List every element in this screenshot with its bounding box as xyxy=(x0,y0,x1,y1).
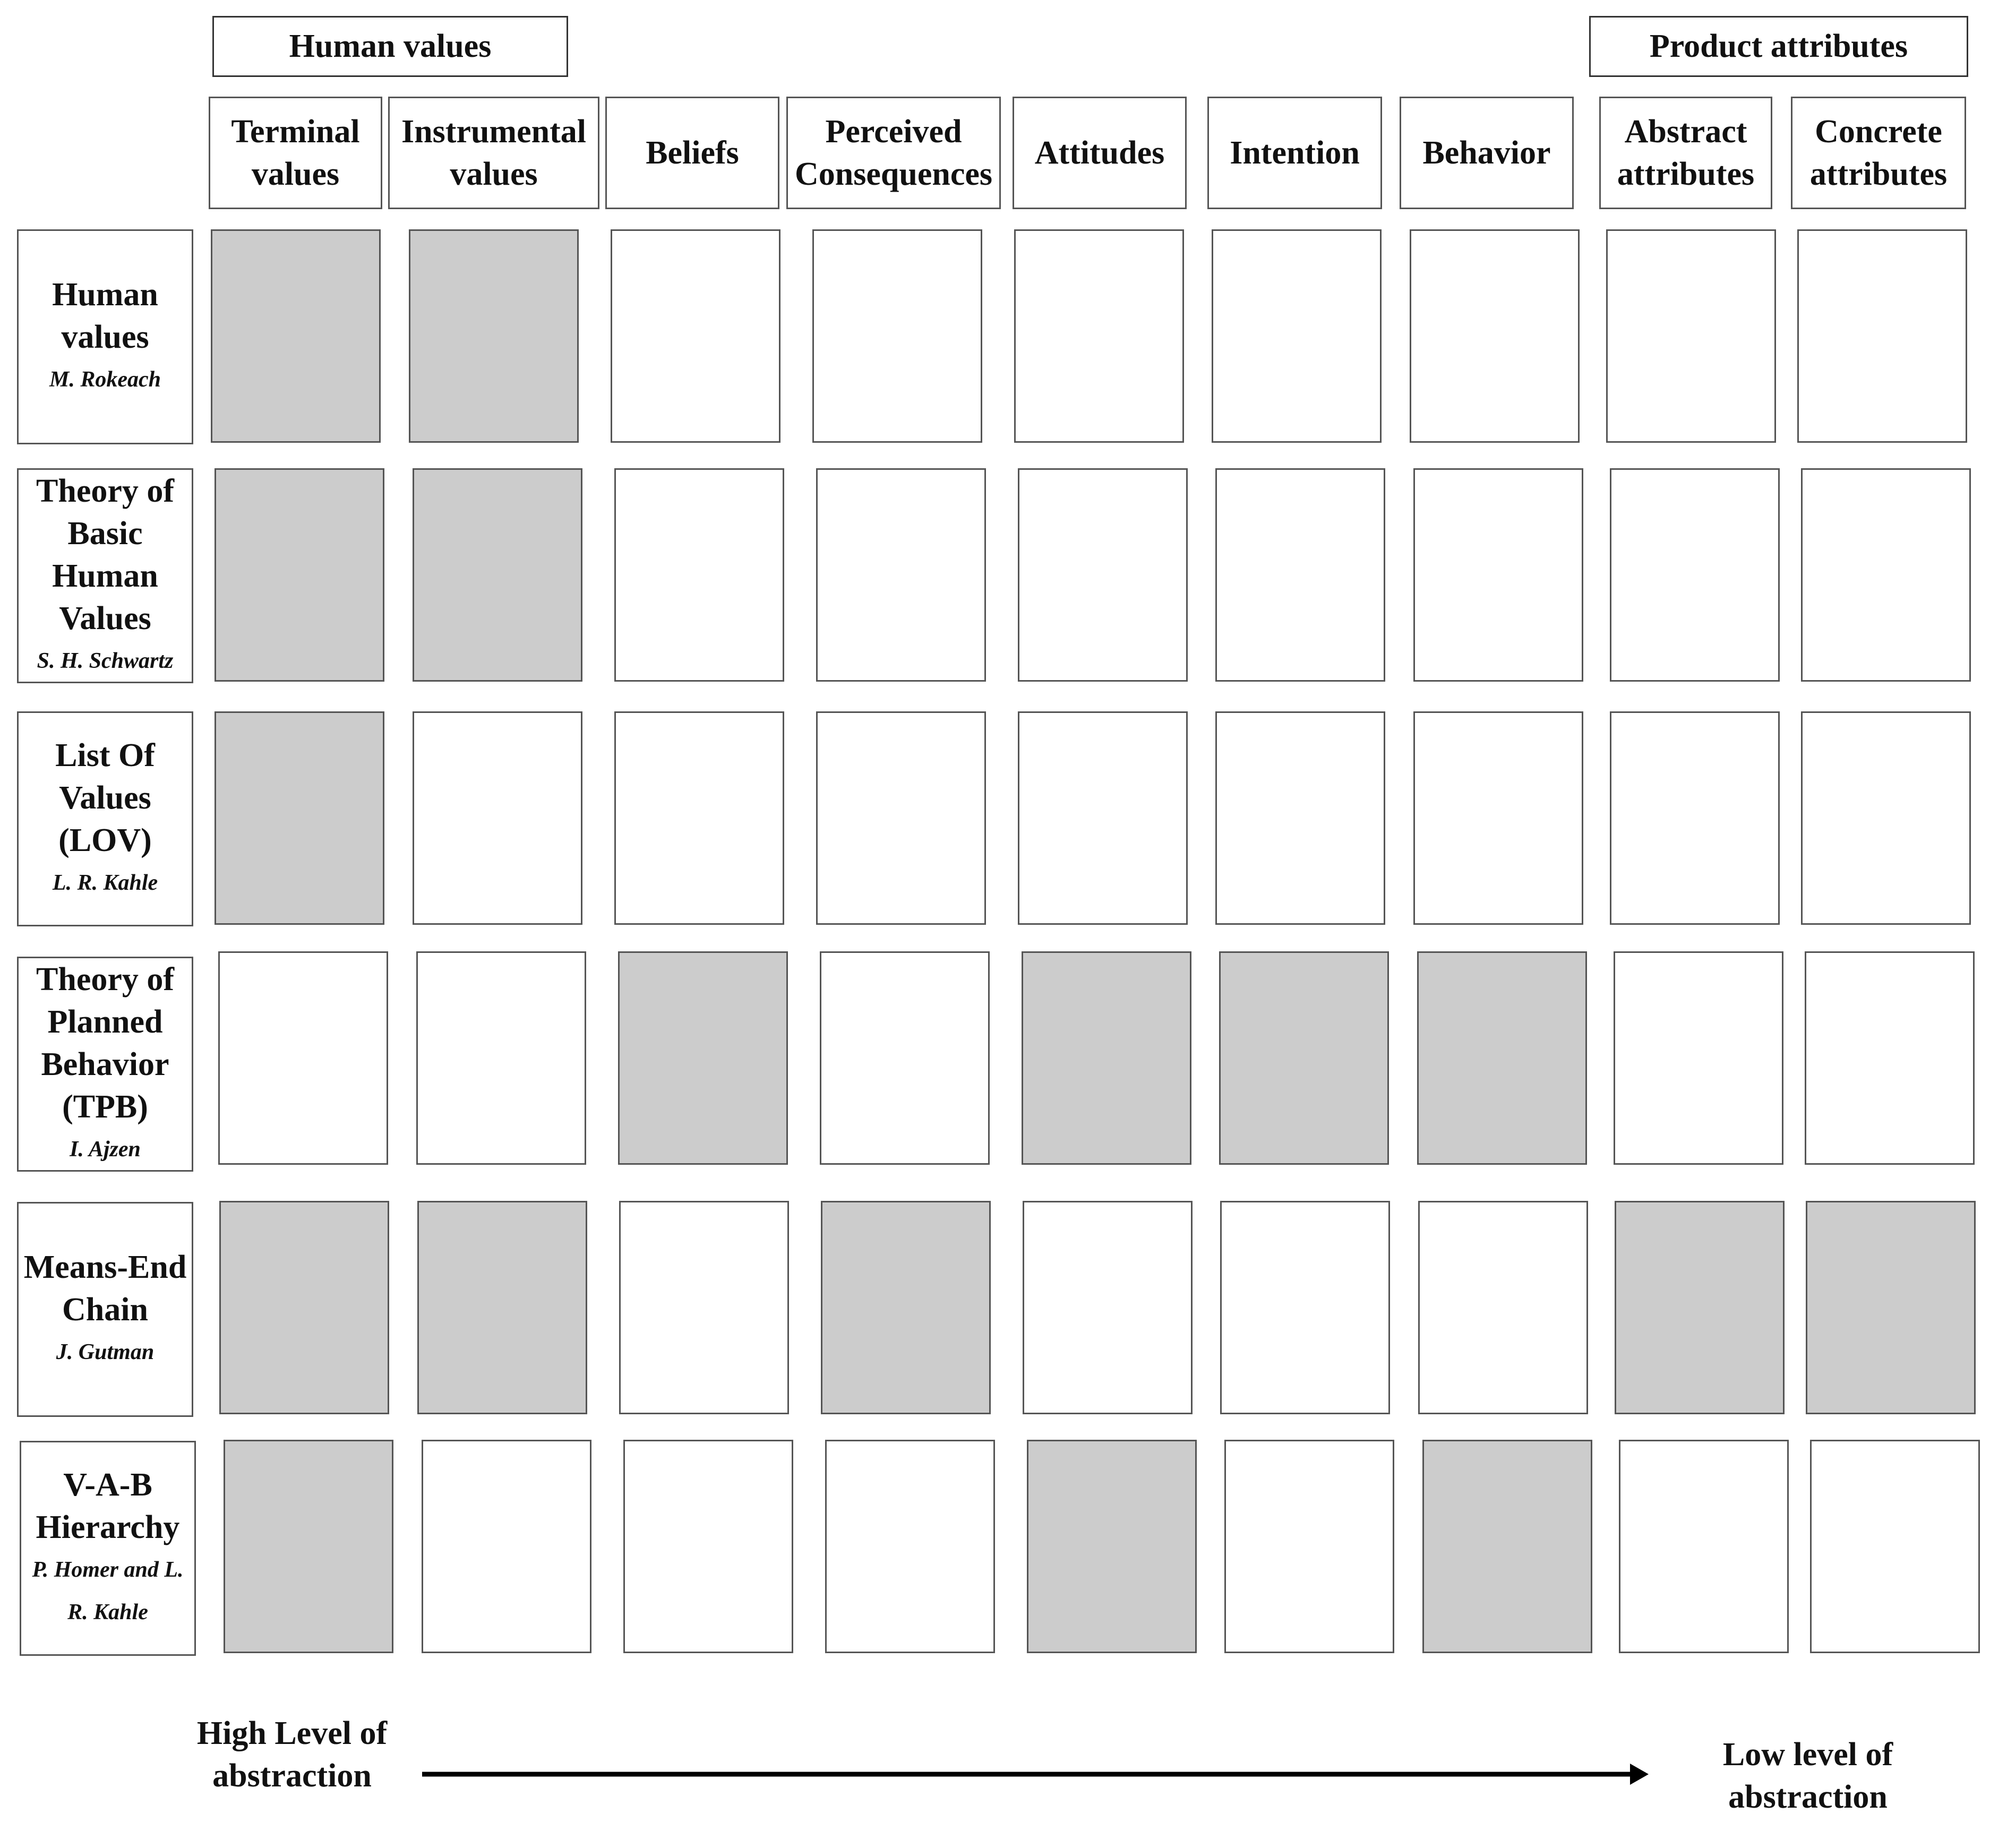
column-header-terminal-values: Terminal values xyxy=(209,97,382,209)
column-header-perceived-consequences: Perceived Consequences xyxy=(786,97,1001,209)
row-title: Human values xyxy=(52,276,158,355)
column-header-instrumental-values: Instrumental values xyxy=(388,97,599,209)
row-title: Means-End Chain xyxy=(23,1249,187,1328)
column-header-concrete-attributes: Concrete attributes xyxy=(1791,97,1966,209)
column-header-attitudes: Attitudes xyxy=(1013,97,1187,209)
axis-label-high-abstraction: High Level of abstraction xyxy=(196,1715,388,1794)
axis-label-low-abstraction: Low level of abstraction xyxy=(1722,1737,1893,1815)
row-title: Theory of Planned Behavior (TPB) xyxy=(36,961,175,1125)
row-title: V-A-B Hierarchy xyxy=(36,1466,180,1545)
row-author: P. Homer and L. R. Kahle xyxy=(32,1557,184,1624)
row-title: Theory of Basic Human Values xyxy=(36,472,175,637)
row-author: S. H. Schwartz xyxy=(37,648,174,673)
column-header-intention: Intention xyxy=(1207,97,1382,209)
row-author: M. Rokeach xyxy=(49,367,161,392)
row-title: List Of Values (LOV) xyxy=(55,737,155,858)
arrow-head xyxy=(1630,1764,1649,1785)
group-header-product-attributes: Product attributes xyxy=(1589,16,1968,77)
row-author: I. Ajzen xyxy=(70,1137,141,1162)
group-header-human-values: Human values xyxy=(212,16,568,77)
column-header-beliefs: Beliefs xyxy=(605,97,779,209)
column-header-behavior: Behavior xyxy=(1400,97,1574,209)
row-author: J. Gutman xyxy=(56,1339,155,1364)
row-author: L. R. Kahle xyxy=(52,870,158,895)
column-header-abstract-attributes: Abstract attributes xyxy=(1599,97,1772,209)
